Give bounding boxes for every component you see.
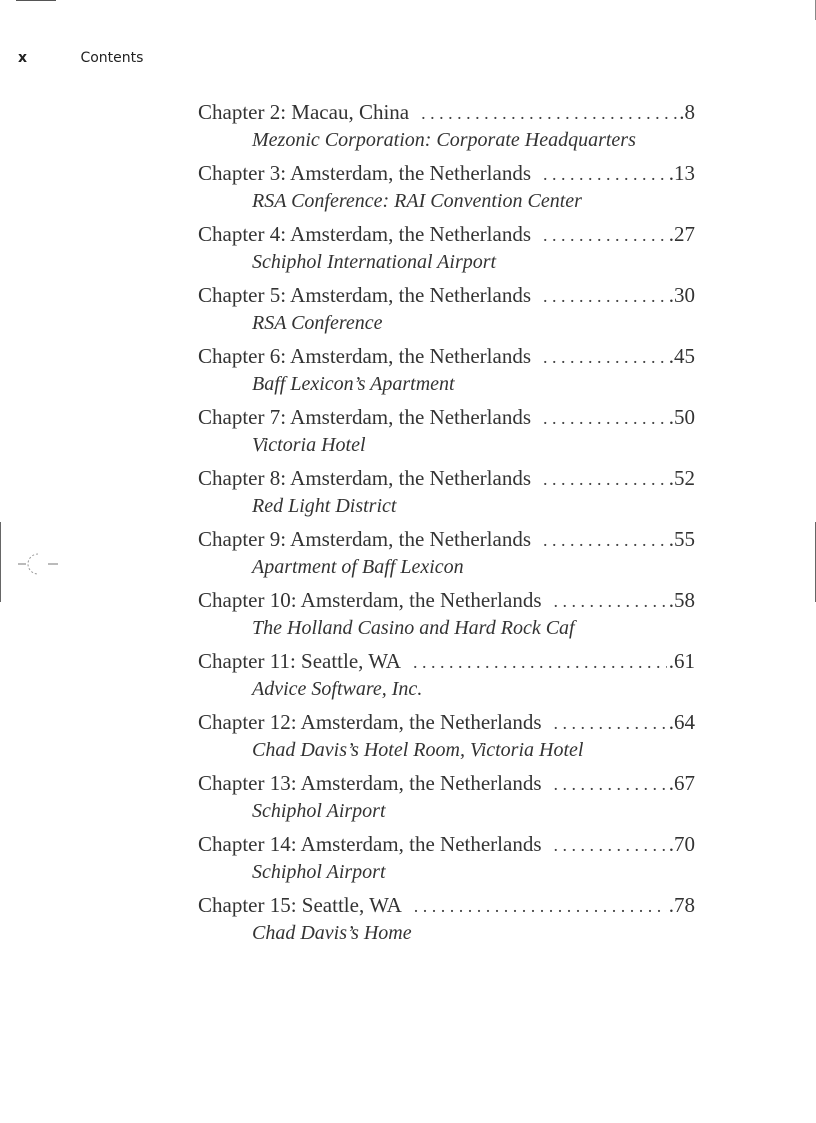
- toc-entry[interactable]: [198, 891, 695, 952]
- dot-leader: [543, 282, 667, 310]
- chapter-title: Chapter 9: Amsterdam, the Netherlands: [198, 527, 531, 551]
- binding-mark-left: [0, 522, 1, 602]
- toc-entry[interactable]: [198, 403, 695, 464]
- chapter-title: Chapter 11: Seattle, WA: [198, 649, 401, 673]
- toc-entry[interactable]: [198, 342, 695, 403]
- dot-leader: [554, 770, 667, 798]
- chapter-location: Baff Lexicon’s Apartment: [252, 373, 455, 395]
- chapter-location: Schiphol International Airport: [252, 251, 497, 273]
- toc-entry[interactable]: [198, 525, 695, 586]
- dot-leader: [543, 465, 667, 493]
- dot-leader: [543, 404, 667, 432]
- toc-entry[interactable]: [198, 708, 695, 769]
- page-reference: .64: [668, 710, 695, 734]
- top-rule: [16, 0, 56, 1]
- chapter-title: Chapter 8: Amsterdam, the Netherlands: [198, 466, 531, 490]
- chapter-location: Red Light District: [252, 495, 397, 517]
- chapter-location: The Holland Casino and Hard Rock Caf: [252, 617, 575, 639]
- chapter-title: Chapter 3: Amsterdam, the Netherlands: [198, 161, 531, 185]
- chapter-location: Chad Davis’s Hotel Room, Victoria Hotel: [252, 739, 584, 761]
- toc-entry[interactable]: [198, 769, 695, 830]
- page-reference: .8: [679, 100, 695, 124]
- chapter-title: Chapter 5: Amsterdam, the Netherlands: [198, 283, 531, 307]
- chapter-title: Chapter 6: Amsterdam, the Netherlands: [198, 344, 531, 368]
- dot-leader: [421, 99, 677, 127]
- dot-leader: [543, 526, 667, 554]
- page-reference: .67: [668, 771, 695, 795]
- table-of-contents: [198, 98, 695, 952]
- chapter-location: Advice Software, Inc.: [252, 678, 423, 700]
- page-reference: .50: [668, 405, 695, 429]
- dot-leader: [554, 709, 667, 737]
- dot-leader: [413, 648, 667, 676]
- page-reference: .78: [668, 893, 695, 917]
- chapter-location: Apartment of Baff Lexicon: [252, 556, 464, 578]
- chapter-location: Schiphol Airport: [252, 861, 386, 883]
- chapter-title: Chapter 10: Amsterdam, the Netherlands: [198, 588, 542, 612]
- chapter-title: Chapter 7: Amsterdam, the Netherlands: [198, 405, 531, 429]
- toc-entry[interactable]: [198, 281, 695, 342]
- dot-leader: [554, 831, 667, 859]
- page-reference: .27: [668, 222, 695, 246]
- chapter-title: Chapter 12: Amsterdam, the Netherlands: [198, 710, 542, 734]
- dot-leader: [554, 587, 667, 615]
- chapter-title: Chapter 4: Amsterdam, the Netherlands: [198, 222, 531, 246]
- page-reference: .55: [668, 527, 695, 551]
- dot-leader: [543, 160, 667, 188]
- chapter-location: Chad Davis’s Home: [252, 922, 412, 944]
- toc-entry[interactable]: [198, 830, 695, 891]
- toc-entry[interactable]: [198, 98, 695, 159]
- running-header: [18, 50, 143, 66]
- chapter-title: Chapter 13: Amsterdam, the Netherlands: [198, 771, 542, 795]
- dot-leader: [543, 221, 667, 249]
- page-reference: .58: [668, 588, 695, 612]
- registration-mark-icon: [18, 550, 58, 578]
- toc-entry[interactable]: [198, 464, 695, 525]
- page-reference: .70: [668, 832, 695, 856]
- toc-entry[interactable]: [198, 220, 695, 281]
- chapter-location: RSA Conference: [252, 312, 383, 334]
- chapter-location: RSA Conference: RAI Convention Center: [252, 190, 582, 212]
- page-reference: .45: [668, 344, 695, 368]
- chapter-location: Victoria Hotel: [252, 434, 366, 456]
- chapter-location: Mezonic Corporation: Corporate Headquarters: [252, 129, 636, 151]
- chapter-title: Chapter 2: Macau, China: [198, 100, 410, 124]
- toc-entry[interactable]: [198, 586, 695, 647]
- dot-leader: [414, 892, 667, 920]
- running-title: Contents: [80, 50, 144, 66]
- chapter-location: Schiphol Airport: [252, 800, 386, 822]
- dot-leader: [543, 343, 667, 371]
- page-reference: .13: [668, 161, 695, 185]
- page-reference: .61: [668, 649, 695, 673]
- toc-entry[interactable]: [198, 647, 695, 708]
- toc-entry[interactable]: [198, 159, 695, 220]
- page-reference: .52: [668, 466, 695, 490]
- chapter-title: Chapter 15: Seattle, WA: [198, 893, 402, 917]
- chapter-title: Chapter 14: Amsterdam, the Netherlands: [198, 832, 542, 856]
- page-reference: .30: [668, 283, 695, 307]
- page-number: x: [18, 50, 28, 66]
